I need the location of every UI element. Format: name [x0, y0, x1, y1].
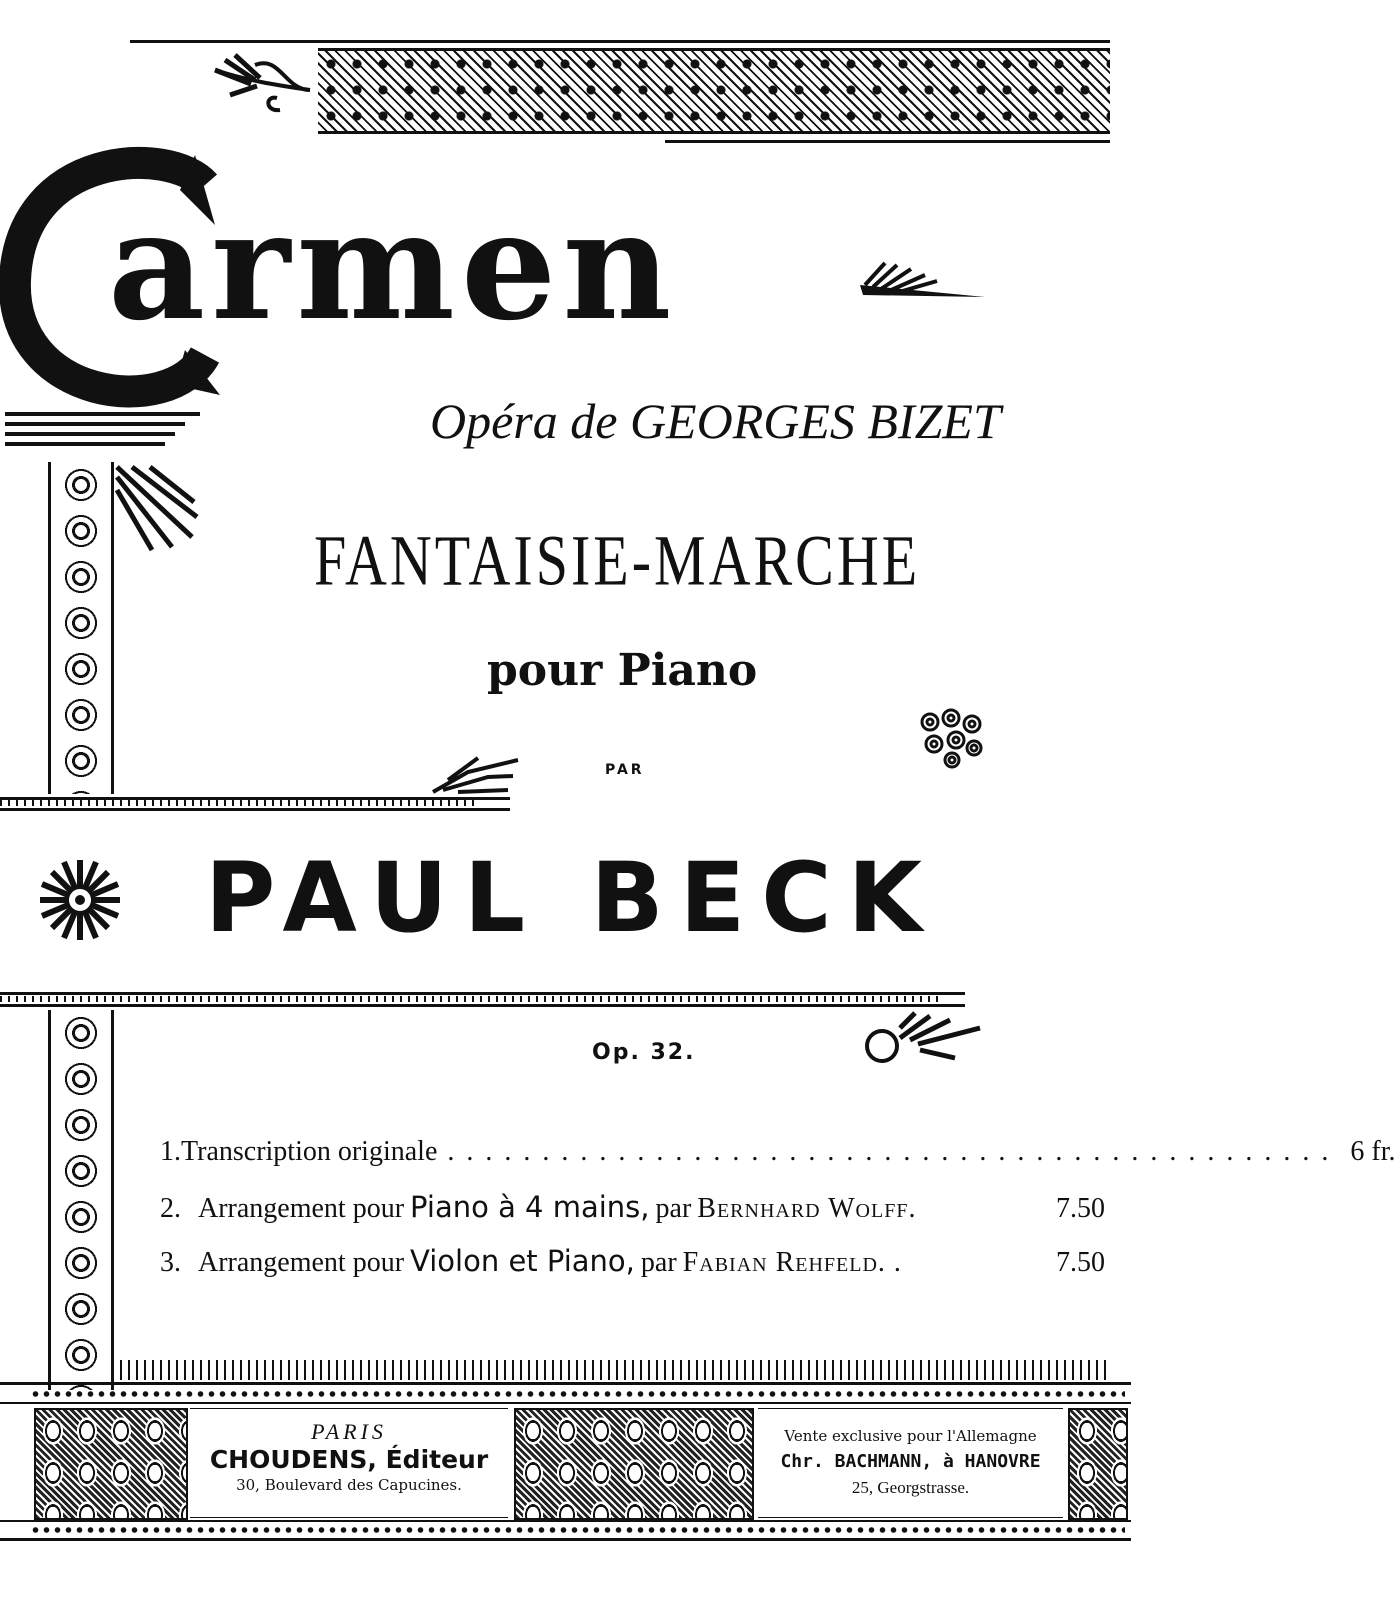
publisher-city: PARIS — [311, 1419, 387, 1444]
edition-list-item — [160, 1190, 1105, 1225]
work-title: FANTAISIE-MARCHE — [314, 519, 921, 601]
agent-line-2: Chr. BACHMANN, à HANOVRE — [780, 1451, 1041, 1472]
edition-price: 7.50 — [1056, 1193, 1105, 1224]
decorated-column-lower — [48, 1010, 114, 1390]
footer-ornament-panel — [34, 1408, 188, 1520]
tick-rule — [0, 800, 480, 806]
edition-text: Arrangement pour — [198, 1193, 405, 1224]
footer-rule — [0, 1402, 1131, 1404]
spiral-rosette-icon — [918, 708, 984, 770]
footer-ornament-panel — [514, 1408, 754, 1520]
opera-subtitle: Opéra de GEORGES BIZET — [430, 393, 1001, 449]
footer-tick-border — [120, 1360, 1110, 1380]
edition-price: 7.50 — [1056, 1247, 1105, 1278]
edition-list-item — [160, 1244, 1105, 1279]
footer-rule — [0, 1538, 1131, 1541]
sunburst-rosette-icon — [36, 856, 124, 944]
capital-rule — [5, 442, 165, 446]
edition-arranger: Bernhard Wolff. — [697, 1193, 917, 1224]
agent-box — [758, 1408, 1063, 1518]
edition-instrumentation: Piano à 4 mains, — [410, 1190, 650, 1224]
decorated-column-upper — [48, 462, 114, 794]
dot-leader: ............................................... — [447, 1136, 1341, 1167]
instrument-line: pour Piano — [487, 645, 758, 696]
fan-ornament-icon — [112, 462, 197, 552]
fan-ornament-icon — [428, 752, 523, 797]
publisher-name: CHOUDENS, Éditeur — [209, 1445, 489, 1474]
edition-text: Transcription originale — [181, 1136, 438, 1167]
edition-by: par — [640, 1247, 677, 1278]
edition-text: Arrangement pour — [198, 1247, 405, 1278]
edition-instrumentation: Violon et Piano, — [410, 1244, 635, 1278]
edition-arranger: Fabian Rehfeld. . — [682, 1247, 902, 1278]
capital-rule — [5, 412, 200, 416]
section-rule — [0, 1004, 965, 1007]
scroll-flourish-icon — [860, 1008, 990, 1068]
top-rule — [130, 40, 1110, 43]
footer-dot-border — [30, 1390, 1125, 1398]
agent-line-3: 25, Georgstrasse. — [851, 1478, 970, 1497]
section-rule — [0, 808, 510, 811]
publisher-box — [190, 1408, 508, 1518]
agent-line-1: Vente exclusive pour l'Allemagne — [784, 1427, 1037, 1445]
tick-rule — [0, 996, 940, 1002]
edition-number: 3. — [160, 1247, 181, 1278]
opus-number: Op. 32. — [592, 1040, 696, 1065]
footer-dot-border — [30, 1526, 1125, 1534]
edition-price: 6 fr. — [1350, 1136, 1395, 1167]
top-ornament-band — [318, 48, 1110, 134]
publisher-address: 30, Boulevard des Capucines. — [236, 1476, 462, 1494]
page-title: armen — [108, 178, 678, 354]
footer-ornament-panel — [1068, 1408, 1128, 1520]
footer-rule — [0, 1520, 1131, 1522]
section-rule — [0, 992, 965, 995]
edition-list-item — [160, 1136, 1395, 1168]
composer-name: PAUL BECK — [205, 842, 939, 954]
capital-rule — [5, 432, 175, 436]
capital-rule — [5, 422, 185, 426]
fan-ornament-icon — [855, 255, 990, 305]
top-rule-lower — [665, 140, 1110, 143]
scroll-flourish-icon — [185, 50, 315, 120]
edition-number: 1. — [160, 1136, 181, 1167]
footer-rule — [0, 1382, 1131, 1385]
edition-number: 2. — [160, 1193, 181, 1224]
by-label: PAR — [605, 762, 645, 778]
edition-by: par — [655, 1193, 692, 1224]
